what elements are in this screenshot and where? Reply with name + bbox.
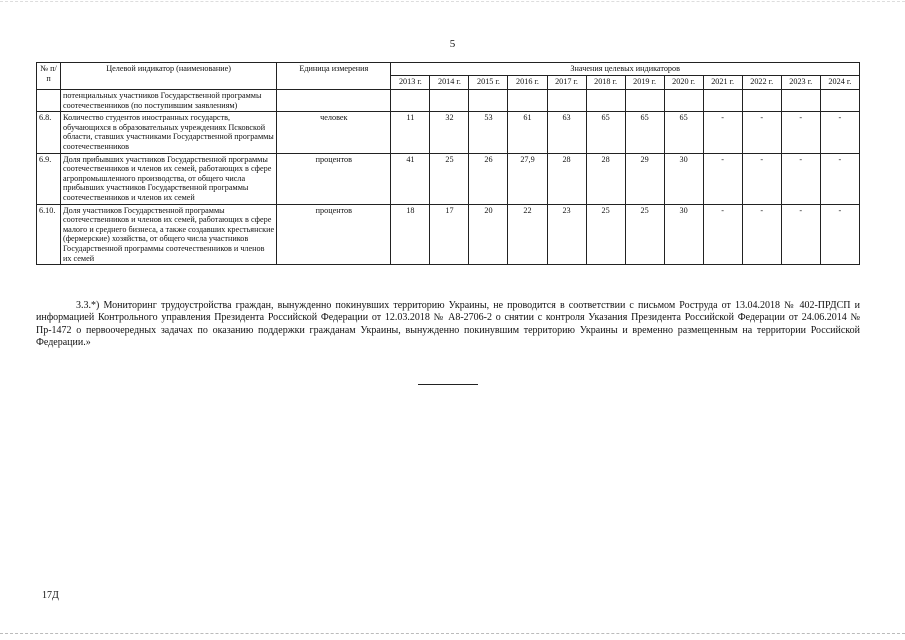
row-value: 28 — [547, 153, 586, 204]
row-value — [625, 90, 664, 112]
row-value: 20 — [469, 204, 508, 265]
row-value: 27,9 — [508, 153, 547, 204]
row-indicator-name: потенциальных участников Государственной программы соотечественников (по поступившим заявлениям) — [61, 90, 277, 112]
row-value: 41 — [391, 153, 430, 204]
row-number — [37, 90, 61, 112]
row-value: 25 — [586, 204, 625, 265]
table-row — [37, 90, 860, 112]
row-number: 6.10. — [37, 204, 61, 265]
header-year: 2018 г. — [586, 76, 625, 90]
row-value: 65 — [625, 112, 664, 153]
row-value: 29 — [625, 153, 664, 204]
row-unit — [277, 90, 391, 112]
header-year: 2022 г. — [742, 76, 781, 90]
table-row — [37, 112, 860, 153]
row-value — [391, 90, 430, 112]
row-unit: процентов — [277, 204, 391, 265]
row-value: - — [781, 112, 820, 153]
row-value — [781, 90, 820, 112]
row-value: - — [742, 204, 781, 265]
row-number: 6.9. — [37, 153, 61, 204]
row-value: 17 — [430, 204, 469, 265]
monitoring-paragraph: 3.3.*) Мониторинг трудоустройства граждан, вынужденно покинувших территорию Украины, не проводится в соответствии с письмом Роструда от 13.04.2018 № 402-ПРДСП и информацией Контрольного управления Президента Российской Федерации от 12.03.2018 № А8-2706-2 о снятии с контроля Указания Президента Российской Федерации от 24.06.2014 № Пр-1472 о первоочередных задачах по оказанию поддержки гражданам Украины, вынужденно покинувшим территорию Украины и временно размещенным на территории Российской Федерации.» — [36, 300, 860, 349]
footer-code: 17Д — [42, 590, 59, 601]
row-value: 63 — [547, 112, 586, 153]
row-value: - — [742, 112, 781, 153]
row-value: 28 — [586, 153, 625, 204]
header-year: 2015 г. — [469, 76, 508, 90]
row-value: 53 — [469, 112, 508, 153]
row-value: 23 — [547, 204, 586, 265]
scan-top-edge — [0, 1, 905, 2]
header-year: 2023 г. — [781, 76, 820, 90]
row-value: - — [703, 153, 742, 204]
header-unit: Единица измерения — [277, 63, 391, 90]
row-value — [430, 90, 469, 112]
row-value: 18 — [391, 204, 430, 265]
table-row — [37, 204, 860, 265]
row-unit: процентов — [277, 153, 391, 204]
indicators-table — [36, 62, 860, 265]
row-value: - — [820, 204, 859, 265]
row-value: - — [820, 112, 859, 153]
row-value: 32 — [430, 112, 469, 153]
row-value: 65 — [586, 112, 625, 153]
table-header-row — [37, 63, 860, 76]
header-year: 2020 г. — [664, 76, 703, 90]
row-value — [586, 90, 625, 112]
row-value: - — [820, 153, 859, 204]
row-value — [664, 90, 703, 112]
row-value — [742, 90, 781, 112]
row-value — [469, 90, 508, 112]
row-value: - — [781, 153, 820, 204]
row-value — [547, 90, 586, 112]
row-value: 65 — [664, 112, 703, 153]
header-year: 2014 г. — [430, 76, 469, 90]
row-value: - — [703, 204, 742, 265]
row-indicator-name: Доля участников Государственной программы соотечественников и членов их семей, работающих в сфере малого и среднего бизнеса, а также создавших крестьянские (фермерские) хозяйства, от общего числа участников Государственной программы соотечественников и членов их семей — [61, 204, 277, 265]
header-num: № п/п — [37, 63, 61, 90]
table-row — [37, 153, 860, 204]
row-value — [703, 90, 742, 112]
separator-line — [418, 384, 478, 385]
header-year: 2019 г. — [625, 76, 664, 90]
row-indicator-name: Количество студентов иностранных государств, обучающихся в образовательных учреждениях Псковской области, ставших участниками Государственной программы соотечественников — [61, 112, 277, 153]
table-body — [37, 90, 860, 265]
row-value: 61 — [508, 112, 547, 153]
header-year: 2024 г. — [820, 76, 859, 90]
header-year: 2016 г. — [508, 76, 547, 90]
row-value: - — [703, 112, 742, 153]
row-value: 26 — [469, 153, 508, 204]
row-value: 25 — [430, 153, 469, 204]
header-year: 2021 г. — [703, 76, 742, 90]
scan-bottom-edge — [0, 633, 905, 634]
row-unit: человек — [277, 112, 391, 153]
header-target-values: Значения целевых индикаторов — [391, 63, 860, 76]
row-indicator-name: Доля прибывших участников Государственной программы соотечественников и членов их семей, работающих в сфере агропромышленного производства, от общего числа прибывших участников Государственной программы соотечественников и членов их семей — [61, 153, 277, 204]
row-value — [508, 90, 547, 112]
header-year: 2013 г. — [391, 76, 430, 90]
row-value: 30 — [664, 153, 703, 204]
row-value: - — [742, 153, 781, 204]
row-value: 25 — [625, 204, 664, 265]
row-number: 6.8. — [37, 112, 61, 153]
page-number: 5 — [449, 38, 456, 50]
row-value: 11 — [391, 112, 430, 153]
header-year: 2017 г. — [547, 76, 586, 90]
row-value: 30 — [664, 204, 703, 265]
row-value: - — [781, 204, 820, 265]
row-value — [820, 90, 859, 112]
body-paragraph-block — [36, 300, 860, 350]
row-value: 22 — [508, 204, 547, 265]
header-indicator-name: Целевой индикатор (наименование) — [61, 63, 277, 90]
